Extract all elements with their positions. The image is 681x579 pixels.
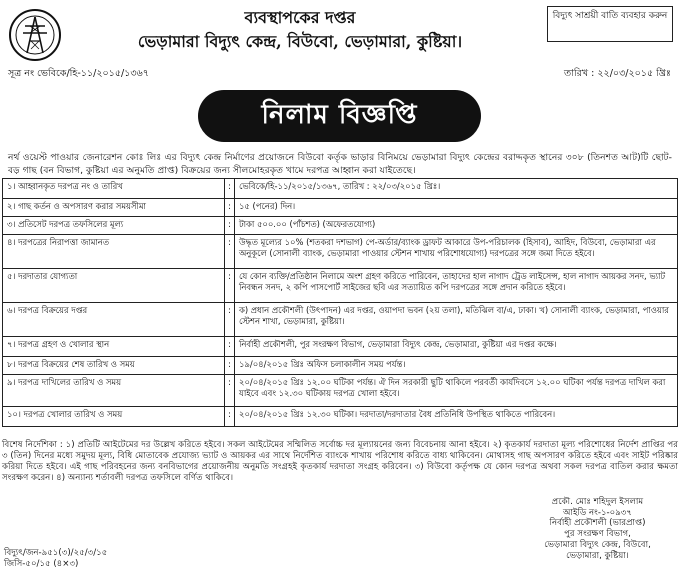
row-value: ১৯/০৪/২০১৫ খ্রিঃ অফিস চলাকালীন সময় পর্যন্ত।: [235, 357, 678, 375]
row-separator: :: [225, 269, 235, 303]
row-separator: :: [225, 235, 235, 269]
footer-codes: [4, 548, 107, 570]
signatory-id: আইডি নং-১-০৯৩৭: [563, 507, 632, 518]
row-separator: :: [225, 179, 235, 199]
row-label: ৭। দরপত্র গ্রহণ ও খোলার স্থান: [3, 337, 225, 357]
signatory-division: পুর সংরক্ষণ বিভাগ,: [564, 529, 631, 540]
footer-line-1: বিদ্যুৎ/জন-৯৫১(৩)/২৫/৩/১৫: [4, 548, 108, 558]
office-header: [70, 8, 530, 51]
table-row: [3, 179, 678, 199]
row-value: ২০/০৪/২০১৫ খ্রিঃ ১২.০০ ঘটিকা পর্যন্ত। ঐ দিন সরকারী ছুটি থাকিলে পরবর্তী কার্যদিবসে ১২.০০ ঘটিকা পর্যন্ত দরপত্র দাখিল করা যাইবে এবং ১২.৩০ ঘটিকায় দরপত্র খোলা হইবে।: [235, 375, 678, 407]
tender-details-table: [2, 178, 678, 427]
row-separator: :: [225, 375, 235, 407]
row-value: ক) প্রধান প্রকৌশলী (উৎপাদন) এর দপ্তর, ওয়াপদা ভবন (২য় তলা), মতিঝিল বা/এ, ঢাকা। খ) সোনালী ব্যাংক, ভেড়ামারা, পাওয়ার স্টেশন শাখা, ভেড়ামারা, কুষ্টিয়া।: [235, 303, 678, 337]
energy-saving-notice-box: বিদ্যুৎ সাশ্রয়ী বাতি ব্যবহার করুন: [547, 6, 673, 42]
row-separator: :: [225, 303, 235, 337]
row-separator: :: [225, 407, 235, 427]
signatory-plant: ভেড়ামারা বিদ্যুৎ কেন্দ্র, বিউবো,: [544, 539, 651, 550]
table-row: [3, 235, 678, 269]
row-label: ১০। দরপত্র খোলার তারিখ ও সময়: [3, 407, 225, 427]
row-value: নির্বাহী প্রকৌশলী, পুর সংরক্ষণ বিভাগ, ভেড়ামারা বিদ্যুৎ কেন্দ্র, ভেড়ামারা, কুষ্টিয়া এর দপ্তর কক্ষে।: [235, 337, 678, 357]
row-value: ১৫ (পনের) দিন।: [235, 199, 678, 217]
signature-block: [515, 497, 680, 561]
row-separator: :: [225, 357, 235, 375]
row-value: ২০/০৪/২০১৫ খ্রিঃ ১২.৩০ ঘটিকা। দরদাতা/দরদাতার বৈধ প্রতিনিধি উপস্থিত থাকিতে পারিবেন।: [235, 407, 678, 427]
row-separator: :: [225, 199, 235, 217]
row-label: ৯। দরপত্র দাখিলের তারিখ ও সময়: [3, 375, 225, 407]
row-label: ৫। দরদাতার যোগ্যতা: [3, 269, 225, 303]
table-row: [3, 337, 678, 357]
row-value: টাকা ৫০০.০০ (পাঁচশত) (অফেরতযোগ্য): [235, 217, 678, 235]
signatory-designation: নির্বাহী প্রকৌশলী (ভারপ্রাপ্ত): [549, 518, 646, 529]
footer-line-2: জিসি-৫০/১৫ (৪×৩): [4, 559, 79, 570]
bpdb-logo: [8, 8, 62, 62]
table-row: [3, 269, 678, 303]
row-label: ৪। দরপত্রের নিরাপত্তা জামানত: [3, 235, 225, 269]
row-separator: :: [225, 337, 235, 357]
special-instructions: বিশেষ নির্দেশিকা : ১) প্রতিটি আইটেমের দর উল্লেখ করিতে হইবে। সকল আইটেমের সম্মিলিত সর্বোচ্চ দর মূল্যায়নের জন্য বিবেচনায় আনা হইবে। ২) কৃতকার্য দরদাতা মূল্য পরিশোধের নির্দেশ প্রাপ্তির পর ৩ (তিন) দিনের মধ্যে সমুদয় মূল্য, বিধি মোতাবেক প্রযোজ্য ভ্যাট ও আয়কর এর সাথে নির্দেশিত ব্যাংকে শাখায় পরিশোধ করিতে বাধ্য থাকিবেন। মোথাসহ গাছ অপসারণ করিতে হইবে এবং সাইট পরিষ্কার করিয়া দিতে হইবে। এই গাছ পরিবহনের জন্য বনবিভাগের প্রয়োজনীয় অনুমতি সংগ্রহই কৃতকার্য দরদাতা সংগ্রহ করিবেন। ৩) বিউবো কর্তৃপক্ষ যে কোন দরপত্র অথবা সকল দরপত্র বাতিল করার ক্ষমতা সংরক্ষণ করেন। ৪) অন্যান্য শর্তাবলী দরপত্র তফসিলে বর্ণিত থাকিবে।: [2, 440, 678, 483]
table-row: [3, 407, 678, 427]
memo-date: তারিখ : ২২/০৩/২০১৫ খ্রিঃ: [564, 68, 671, 79]
row-label: ২। গাছ কর্তন ও অপসারণ করার সময়সীমা: [3, 199, 225, 217]
plant-name: ভেড়ামারা বিদ্যুৎ কেন্দ্র, বিউবো, ভেড়ামারা, কুষ্টিয়া।: [137, 31, 463, 51]
table-row: [3, 217, 678, 235]
office-name: ব্যবস্থাপকের দপ্তর: [244, 8, 356, 27]
row-label: ৮। দরপত্র বিক্রয়ের শেষ তারিখ ও সময়: [3, 357, 225, 375]
notice-title-banner: [198, 90, 481, 142]
row-value: উদ্ধৃত মূল্যের ১০% (শতকরা দশভাগ) পে-অর্ডার/ব্যাংক ড্রাফট আকারে উপ-পরিচালক (হিসাব), আহিদ, বিউবো, ভেড়ামারা এর অনুকূলে (সোনালী ব্যাংক, ভেড়ামারা পাওয়ার স্টেশন শাখায় পরিশোধযোগ্য) দরপত্রের সঙ্গে জমা দিতে হইবে।: [235, 235, 678, 269]
table-row: [3, 375, 678, 407]
notice-title: নিলাম বিজ্ঞপ্তি: [261, 100, 418, 131]
row-label: ৬। দরপত্র বিক্রয়ের দপ্তর: [3, 303, 225, 337]
row-value: যে কোন ব্যক্তি/প্রতিষ্ঠান নিলামে অংশ গ্রহণ করিতে পারিবেন, তাহাদের হাল নাগাদ ট্রেড লাইসেন্স, হাল নাগাদ আয়কর সনদ, ভ্যাট নিবন্ধন সনদ, ২ কপি পাসপোর্ট সাইজের ছবি এর সত্যায়িত কপি দরপত্রের সঙ্গে প্রদান করিতে হইবে।: [235, 269, 678, 303]
row-separator: :: [225, 217, 235, 235]
row-label: ১। আহ্বানকৃত দরপত্র নং ও তারিখ: [3, 179, 225, 199]
table-row: [3, 303, 678, 337]
signatory-location: ভেড়ামারা, কুষ্টিয়া।: [566, 550, 629, 561]
row-label: ৩। প্রতিসেট দরপত্র তফসিলের মূল্য: [3, 217, 225, 235]
memo-reference: সূত্র নং ভেবিকে/হি-১১/২০১৫/১৩৬৭: [8, 68, 149, 79]
table-row: [3, 357, 678, 375]
row-value: ভেবিকে/হি-১১/২০১৫/১৩৬৭, তারিখ : ২২/০৩/২০১৫ খ্রিঃ।: [235, 179, 678, 199]
signatory-name: প্রকৌ. মোঃ শহিদুল ইসলাম: [551, 497, 644, 507]
table-row: [3, 199, 678, 217]
intro-paragraph: নর্থ ওয়েস্ট পাওয়ার জেনারেশন কোঃ লিঃ এর বিদ্যুৎ কেন্দ্র নির্মাণের প্রয়োজনে বিউবো কর্তৃক ভাড়ার বিনিময়ে ভেড়ামারা বিদ্যুৎ কেন্দ্রের বরাদ্দকৃত স্থানের ৩০৮ (তিনশত আট)টি ছোট-বড় গাছ (বন বিভাগ, কুষ্টিয়া এর অনুমতি প্রাপ্ত) বিক্রয়ের জন্য সীলমোহরকৃত খামে দরপত্র আহ্বান করা যাইতেছে।: [8, 152, 672, 176]
